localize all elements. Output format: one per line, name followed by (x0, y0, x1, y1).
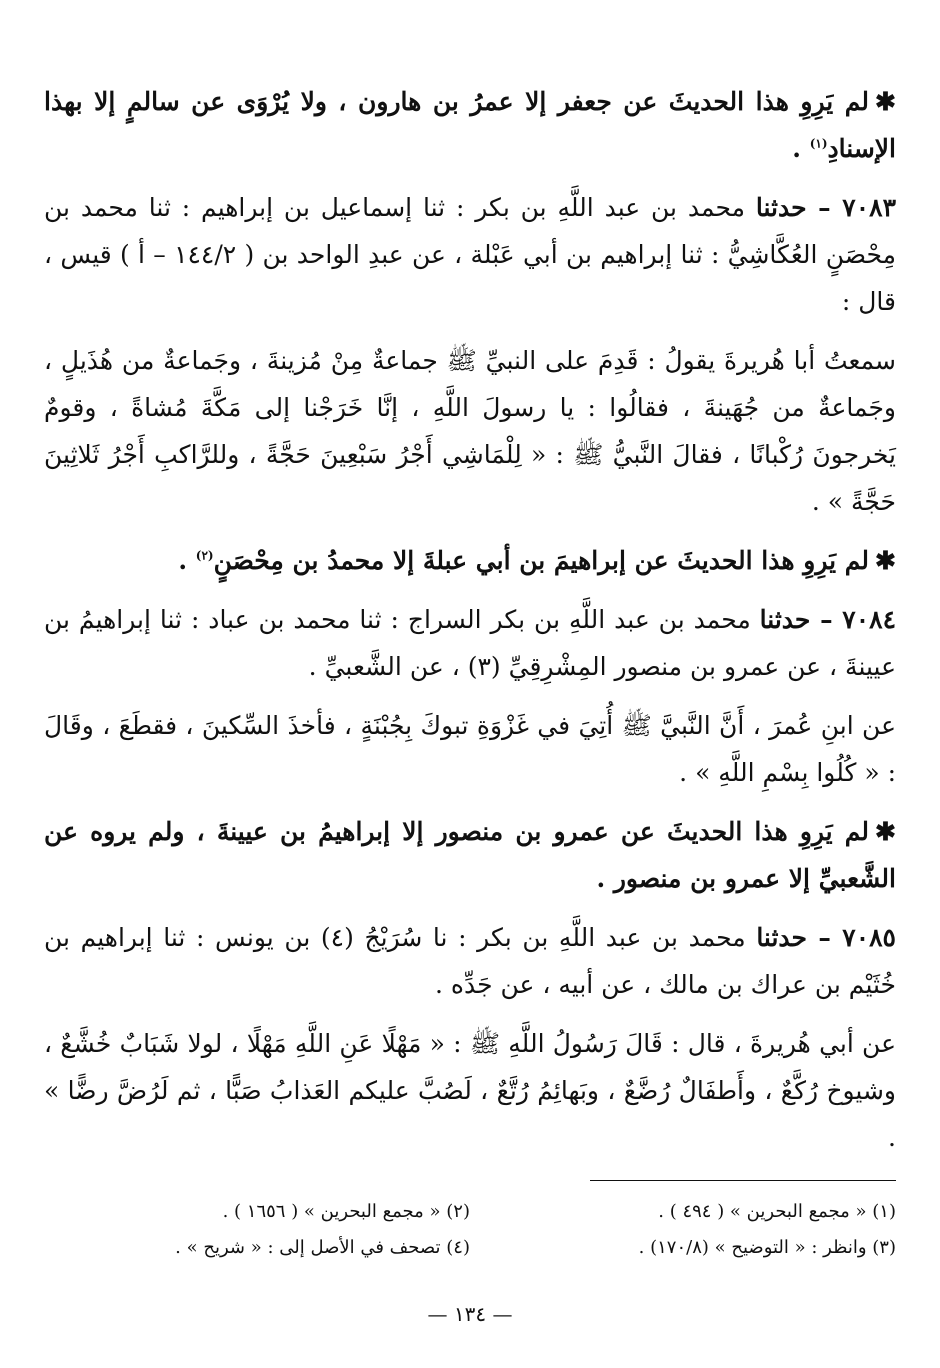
note-tail: . (178, 546, 196, 575)
note-star-icon: ✱ (875, 546, 896, 575)
footnote-ref: (١) (809, 136, 828, 151)
hadith-dash: – (806, 193, 843, 222)
hadith-number: ٧٠٨٣ (842, 193, 896, 222)
editor-note-1 (44, 78, 896, 172)
hadith-7084-text: عن ابنِ عُمرَ ، أَنَّ النَّبيَّ ﷺ أُتِيَ في غَزْوَةِ تبوكَ بِجُبْنَةٍ ، فأخذَ السِّكينَ ، فقطَعَ ، وقَالَ : « كُلُوا بِسْمِ اللَّهِ » . (44, 711, 897, 787)
hadith-7085-chain (44, 914, 896, 1008)
footnote-row (44, 1230, 896, 1266)
note-star-icon: ✱ (875, 87, 896, 116)
hadith-number: ٧٠٨٥ (842, 923, 896, 952)
hadith-7084-chain (44, 596, 896, 690)
hadith-verb: حدثنا (756, 923, 808, 952)
hadith-7085-text: عن أبي هُريرةَ ، قال : قَالَ رَسُولُ اللَّهِ ﷺ : « مَهْلًا عَنِ اللَّهِ مَهْلًا ، لولا شَبَابٌ خُشَّعٌ ، وشيوخ رُكَّعٌ ، وأَطفَالٌ رُضَّعٌ ، وبَهائِمُ رُتَّعٌ ، لَصُبَّ عليكم العَذابُ صَبًّا ، ثم لَرُضَّ رضًّا » . (44, 1029, 896, 1152)
hadith-number: ٧٠٨٤ (842, 605, 896, 634)
hadith-dash: – (807, 923, 843, 952)
hadith-chain-text: محمد بن عبد اللَّهِ بن بكر السراج : ثنا محمد بن عباد : ثنا إبراهيمُ بن عيينةَ ، عن عمرو بن منصور المِشْرِقِيِّ (٣) ، عن الشَّعبيِّ . (44, 605, 896, 681)
footnote-3: (٣) وانظر : « التوضيح » (١٧٠/٨) . (638, 1237, 896, 1258)
note-text: لم يَرِوِ هذا الحديثَ عن إبراهيمَ بن أبي عبلةَ إلا محمدُ بن مِحْصَنٍ (213, 546, 870, 575)
footnote-ref: (٢) (195, 548, 214, 563)
page-number: — ١٣٤ — (427, 1302, 513, 1326)
hadith-7083-chain (44, 184, 896, 325)
page-body (44, 78, 896, 1173)
hadith-verb: حدثنا (755, 193, 807, 222)
note-text: لم يَرِوِ هذا الحديثَ عن عمرو بن منصور إلا إبراهيمُ بن عيينةَ ، ولم يروه عن الشَّعبيِّ إلا عمرو بن منصور . (44, 817, 896, 893)
note-text: لم يَرِوِ هذا الحديثَ عن جعفر إلا عمرُ بن هارون ، ولا يُرْوَى عن سالمٍ إلا بهذا الإسنادِ (44, 87, 896, 163)
editor-note-3 (44, 808, 896, 902)
hadith-chain-text: محمد بن عبد اللَّهِ بن بكر : ثنا إسماعيل بن إبراهيم : ثنا محمد بن مِحْصَنٍ العُكَّاشِيُّ : ثنا إبراهيم بن أبي عَبْلة ، عن عبدِ الواحد بن ( ١٤٤/٢ – أ ) قيس ، قال : (44, 193, 897, 316)
note-star-icon: ✱ (875, 817, 896, 846)
footnote-separator (590, 1180, 896, 1181)
editor-note-2 (44, 537, 896, 584)
footnote-1: (١) « مجمع البحرين » ( ٤٩٤ ) . (658, 1201, 896, 1222)
hadith-verb: حدثنا (759, 605, 811, 634)
note-tail: . (792, 134, 810, 163)
hadith-7083-text: سمعتُ أبا هُريرةَ يقولُ : قَدِمَ على النبيِّ ﷺ جماعةٌ مِنْ مُزينةَ ، وجَماعةٌ من هُذَيلٍ ، وجَماعةٌ من جُهَينةَ ، فقالُوا : يا رسولَ اللَّهِ ، إنَّا خَرَجْنا إلى مَكَّةَ مُشاةً ، وقومٌ يَخرجونَ رُكْبانًا ، فقالَ النَّبيُّ ﷺ : « لِلْمَاشِي أَجْرُ سَبْعِينَ حَجَّةً ، وللرَّاكبِ أَجْرُ ثَلاثِينَ حَجَّةً » . (44, 346, 896, 516)
hadith-chain-text: محمد بن عبد اللَّهِ بن بكر : نا سُرَيْجُ (٤) بن يونس : ثنا إبراهيم بن خُثَيْم بن عراك بن مالك ، عن أبيه ، عن جَدِّه . (44, 923, 896, 999)
footnotes (44, 1194, 896, 1266)
hadith-dash: – (810, 605, 843, 634)
footnote-row (44, 1194, 896, 1230)
footnote-4: (٤) تصحف في الأصل إلى : « شريح » . (175, 1237, 470, 1258)
footnote-2: (٢) « مجمع البحرين » ( ١٦٥٦ ) . (222, 1201, 470, 1222)
